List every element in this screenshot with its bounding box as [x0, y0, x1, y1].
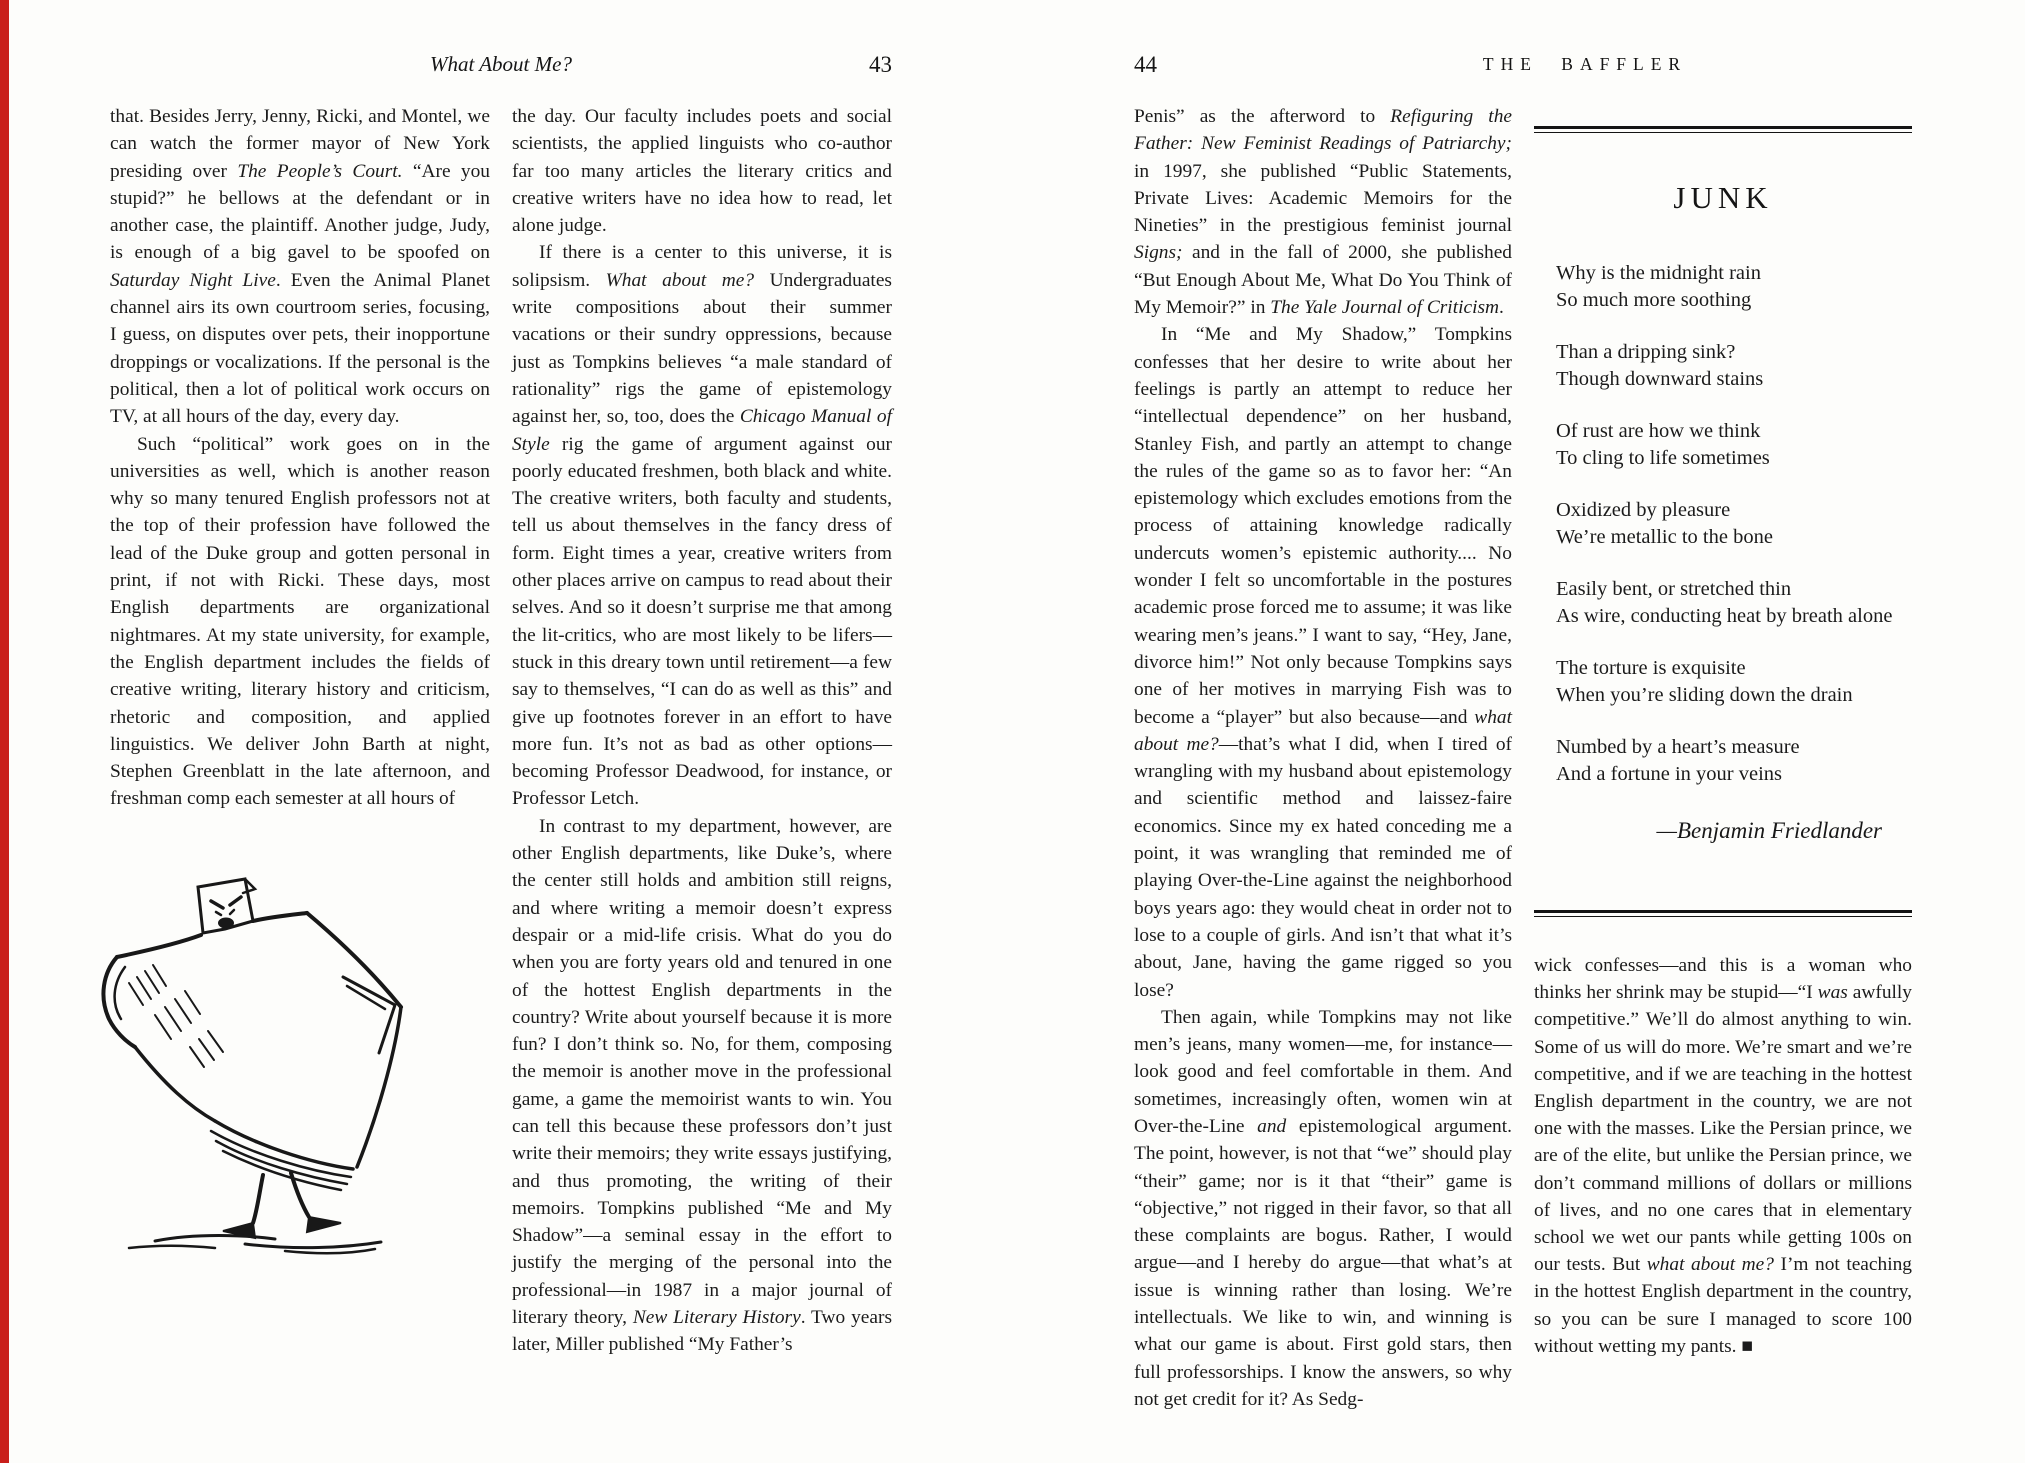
paragraph: Then again, while Tompkins may not like men’s jeans, many women—me, for instance—look good and feel comfortable in them. And sometimes, increasingly often, women win at Over-the-Line and epistemological argument. The point, however, is not that “we” should play “their” game; nor is it that “their” game is “objective,” not rigged in their favor, so that all these complaints are bogus. Rather, I would argue—and I hereby do argue—that what’s at issue is winning rather than losing. We’re intellectuals. We like to win, and winning is what our game is about. First gold stars, then full professorships. I know the answers, so why not get credit for it? As Sedg- — [1134, 1006, 1512, 1410]
left-page-header — [110, 52, 892, 82]
paragraph: wick confesses—and this is a woman who thinks her shrink may be stupid—“I was awfully competitive.” We’ll do almost anything to win. Some of us will do more. We’re smart and we’re competitive, and if we are teaching in the hottest English department in the country, we are not one with the masses. Like the Persian prince, we are of the elite, but unlike the Persian prince, we don’t command millions of dollars or millions of lives, and no one cares that in elementary school we wet our pants while getting 100s on our tests. But what about me? I’m not teaching in the hottest English department in the country, so you can be sure I managed to score 100 without wetting my pants. ■ — [1534, 955, 1912, 1357]
poem-line: Oxidized by pleasure — [1556, 499, 1731, 521]
poem-line: To cling to life sometimes — [1556, 447, 1770, 469]
poem-line: Though downward stains — [1556, 368, 1764, 390]
poem-stanza — [1556, 339, 1892, 393]
left-page-column-1 — [110, 103, 490, 813]
poem-line: Of rust are how we think — [1556, 420, 1761, 442]
paragraph: Such “political” work goes on in the universities as well, which is another reason why so many tenured English professors not at the top of their profession have followed the lead of the Duke group and gotten personal in print, if not with Ricki. These days, most English departments are organizational nightmares. At my state university, for example, the English department includes the fields of creative writing, literary history and criticism, rhetoric and composition, and applied linguistics. We deliver John Barth at night, Stephen Greenblatt in the late afternoon, and freshman comp each semester at all hours of — [110, 433, 490, 810]
paragraph: the day. Our faculty includes poets and social scientists, the applied linguists who co-author far too many articles the literary critics and creative writers have no idea how to read, let alone judge. — [512, 106, 892, 237]
poem-attribution: —Benjamin Friedlander — [1656, 818, 1882, 843]
poem-line: And a fortune in your veins — [1556, 763, 1783, 785]
poem-title: JUNK — [1673, 180, 1773, 215]
poem-stanza — [1556, 576, 1892, 630]
paragraph: that. Besides Jerry, Jenny, Ricki, and Montel, we can watch the former mayor of New York presiding over The People’s Court. “Are you stupid?” he bellows at the defendant or in another case, the plaintiff. Another judge, Judy, is enough of a big gavel to be spoofed on Saturday Night Live. Even the Animal Planet channel airs its own courtroom series, focusing, I guess, on disputes over pets, their inopportune droppings or vocalizations. If the personal is the political, then a lot of political work occurs on TV, at all hours of the day, every day. — [110, 106, 490, 428]
poem-section — [1534, 120, 1912, 1400]
paragraph: In “Me and My Shadow,” Tompkins confesses that her desire to write about her feelings is partly an attempt to reduce her “intellectual dependence” on her husband, Stanley Fish, and partly an attempt to change the rules of the game so as to favor her: “An epistemology which excludes emotions from the process of attaining knowledge radically undercuts women’s epistemic authority.... No wonder I felt so uncomfortable in the postures academic prose forced me to assume; it was like wearing men’s jeans.” I want to say, “Hey, Jane, divorce him!” Not only because Tompkins says one of her motives in marrying Fish was to become a “player” but also because—and what about me?—that’s what I did, when I tired of wrangling with my husband about epistemology and scientific method and laissez-faire economics. Since my ex hated conceding me a point, it was wrangling that reminded me of playing Over-the-Line against the neighborhood boys years ago: they would cheat in order not to lose to a couple of girls. And isn’t that what it’s about, Jane, having the game rigged so you lose? — [1134, 324, 1512, 1001]
right-page-column-2 — [1534, 952, 1912, 1360]
left-page-column-2 — [512, 103, 892, 1359]
magazine-title: THE BAFFLER — [1482, 54, 1688, 74]
poem-stanza — [1556, 655, 1892, 709]
poem-line: When you’re sliding down the drain — [1556, 684, 1853, 706]
right-page-header — [1134, 52, 1916, 82]
paragraph: Penis” as the afterword to Refiguring the Father: New Feminist Readings of Patriarchy; in 1997, she published “Public Statements, Private Lives: Academic Memoirs for the Nineties” in the prestigious feminist journal Signs; and in the fall of 2000, she published “But Enough About Me, What Do You Think of My Memoir?” in The Yale Journal of Criticism. — [1134, 106, 1513, 319]
poem-line: So much more soothing — [1556, 289, 1752, 311]
book-person-illustration — [95, 855, 425, 1255]
magazine-edge-strip — [0, 0, 9, 1463]
poem-stanza — [1556, 260, 1892, 314]
poem-line: We’re metallic to the bone — [1556, 526, 1773, 548]
paragraph: If there is a center to this universe, it is solipsism. What about me? Undergraduates write compositions about their summer vacations or their sundry oppressions, because just as Tompkins believes “a male standard of rationality” rigs the game of epistemology against her, so, too, does the Chicago Manual of Style rig the game of argument against our poorly educated freshmen, both black and white. The creative writers, both faculty and students, tell us about themselves in the fancy dress of form. Eight times a year, creative writers from other places arrive on campus to read about their selves. And so it doesn’t surprise me that among the lit-critics, who are most likely to be lifers—stuck in this dreary town until retirement—a few say to themselves, “I can do as well as this” and give up footnotes forever in an effort to have more fun. It’s not as bad as other options—becoming Professor Deadwood, for instance, or Professor Letch. — [512, 242, 892, 810]
poem-stanza — [1556, 418, 1892, 472]
poem-line: Why is the midnight rain — [1556, 262, 1761, 284]
poem-line: Numbed by a heart’s measure — [1556, 736, 1800, 758]
poem-line: The torture is exquisite — [1556, 657, 1746, 679]
right-page-column-1 — [1134, 103, 1512, 1413]
paragraph: In contrast to my department, however, are other English departments, like Duke’s, where the center still holds and ambition still reigns, and where writing a memoir doesn’t express despair or a mid-life crisis. What do you do when you are forty years old and tenured in one of the hottest English departments in the country? Write about yourself because it is more fun? I don’t think so. No, for them, composing the memoir is another move in the professional game, a game the memoirist wants to win. You can tell this because these professors don’t just write their memoirs; they write essays justifying, and thus promoting, the writing of their memoirs. Tompkins published “Me and My Shadow”—a seminal essay in the effort to justify the merging of the personal into the professional—in 1987 in a major journal of literary theory, New Literary History. Two years later, Miller published “My Father’s — [512, 815, 893, 1356]
running-title: What About Me? — [430, 52, 572, 76]
poem-body — [1556, 260, 1892, 813]
poem-line: As wire, conducting heat by breath alone — [1556, 605, 1893, 627]
book-person-drawing — [95, 855, 425, 1255]
bottom-rule — [1534, 910, 1912, 917]
left-page-number: 43 — [869, 52, 892, 77]
poem-line: Than a dripping sink? — [1556, 341, 1736, 363]
poem-line: Easily bent, or stretched thin — [1556, 578, 1792, 600]
top-rule — [1534, 126, 1912, 133]
poem-stanza — [1556, 734, 1892, 788]
poem-stanza — [1556, 497, 1892, 551]
right-page-number: 44 — [1134, 52, 1157, 77]
